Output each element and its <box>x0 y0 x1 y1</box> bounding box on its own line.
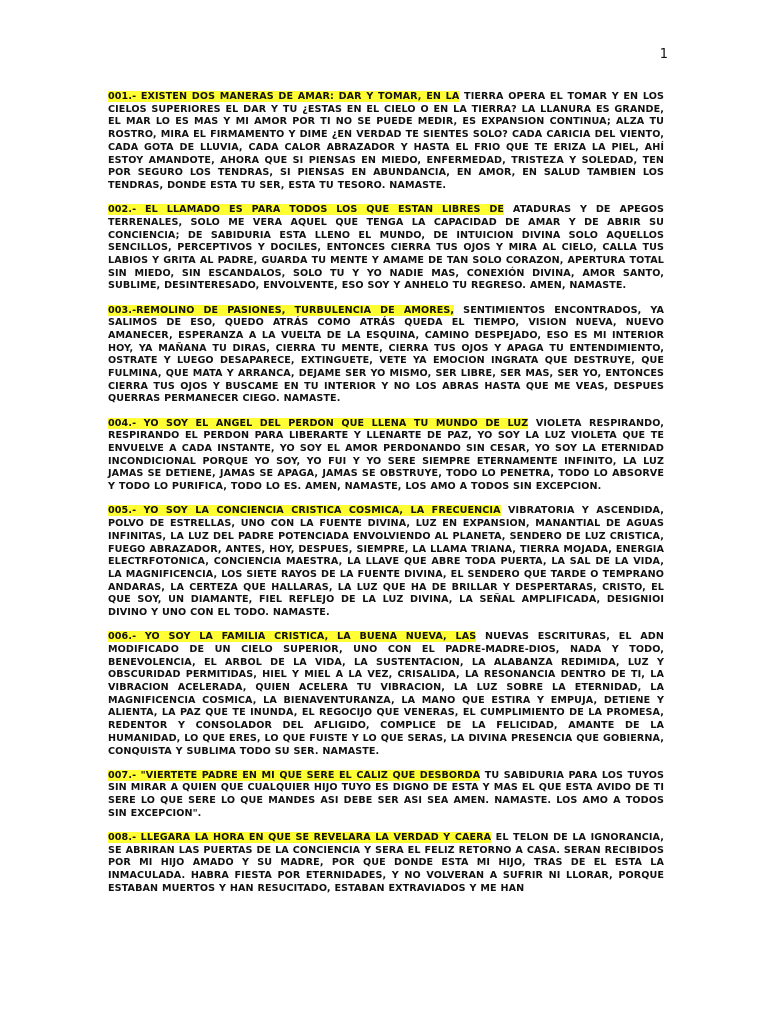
highlighted-heading: 006.- YO SOY LA FAMILIA CRISTICA, LA BUENA NUEVA, LAS <box>108 631 477 643</box>
paragraph-text: NUEVAS ESCRITURAS, EL ADN MODIFICADO DE UN CIELO SUPERIOR, UNO CON EL PADRE-MADRE-DIOS, NADA Y TODO, BENEVOLENCIA, EL ARBOL DE LA VIDA, LA SUSTENTACION, LA ALABANZA REDIMIDA, LUZ Y OBSCURIDAD PERMITIDAS, HIEL Y MIEL A LA VEZ, CRISALIDA, LA RESONANCIA DENTRO DE TI, LA VIBRACION ACELERADA, QUIEN ACELERA TU VIBRACION, LA LUZ SOBRE LA ETERNIDAD, LA MAGNIFICENCIA COSMICA, LA BIENAVENTURANZA, LA MANO QUE ESTIRA Y EMPUJA, DETIENE Y ALIENTA, LA PAZ QUE TE INUNDA, EL REGOCIJO QUE VENERAS, EL CUMPLIMIENTO DE LA PROMESA, REDENTOR Y CONSOLADOR DEL AFLIGIDO, COMPLICE DE LA FELICIDAD, AMANTE DE LA HUMANIDAD, LO QUE ERES, LO QUE FUISTE Y LO QUE SERAS, LA DIVINA PRESENCIA QUE GOBIERNA, CONQUISTA Y SUBLIMA TODO SU SER. NAMASTE. <box>108 631 664 757</box>
paragraph-text: TIERRA OPERA EL TOMAR Y EN LOS CIELOS SUPERIORES EL DAR Y TU ¿ESTAS EN EL CIELO O EN LA TIERRA? LA LLANURA ES GRANDE, EL MAR LO ES MAS Y MI AMOR POR TI NO SE PUEDE MEDIR, ES EXPANSION CONTINUA; ALZA TU ROSTRO, MIRA EL FIRMAMENTO Y DIME ¿EN VERDAD TE SIENTES SOLO? CADA CARICIA DEL VIENTO, CADA GOTA DE LLUVIA, CADA CALOR ABRAZADOR Y HASTA EL FRIO QUE TE ERIZA LA PIEL, AHÍ ESTOY AMANDOTE, AHORA QUE SI PIENSAS EN MIEDO, ENFERMEDAD, TRISTEZA Y SOLEDAD, TEN POR SEGURO LOS TENDRAS, SI PIENSAS EN ABUNDANCIA, EN AMOR, EN SALUD TAMBIEN LOS TENDRAS, DONDE ESTA TU SER, ESTA TU TESORO. NAMASTE. <box>108 91 664 191</box>
paragraph-text: VIBRATORIA Y ASCENDIDA, POLVO DE ESTRELLAS, UNO CON LA FUENTE DIVINA, LUZ EN EXPANSION, MANANTIAL DE AGUAS INFINITAS, LA LUZ DEL PADRE POTENCIADA ENVOLVIENDO AL PLANETA, SENDERO DE LUZ CRISTICA, FUEGO ABRAZADOR, ANTES, HOY, DESPUES, SIEMPRE, LA LLAMA TRIANA, TIERRA MOJADA, ENERGIA ELECTRFOTONICA, CONCIENCIA MAESTRA, LA LLAVE QUE ABRE TODA PUERTA, LA SAL DE LA VIDA, LA MAGNIFICENCIA, LOS SIETE RAYOS DE LA FUENTE DIVINA, EL SENDERO QUE TARDE O TEMPRANO ANDARAS, LA CERTEZA QUE HALLARAS, LA LUZ QUE HA DE BRILLAR Y DESPERTARAS, CRISTO, EL QUE SOY, UN DIAMANTE, FIEL REFLEJO DE LA LUZ DIVINA, LA SEÑAL AMPLIFICADA, DESIGNIOI DIVINO Y UNO CON EL TODO. NAMASTE. <box>108 505 664 619</box>
highlighted-heading: 008.- LLEGARA LA HORA EN QUE SE REVELARA LA VERDAD Y CAERA <box>108 832 492 844</box>
paragraph-text: EL TELON DE LA IGNORANCIA, SE ABRIRAN LAS PUERTAS DE LA CONCIENCIA Y SERA EL FELIZ RETORNO A CASA. SERAN RECIBIDOS POR MI HIJO AMADO Y SU MADRE, POR QUE DONDE ESTA MI HIJO, TRAS DE EL ESTA LA INMACULADA. HABRA FIESTA POR ETERNIDADES, Y NO VOLVERAN A SUFRIR NI LLORAR, PORQUE ESTABAN MUERTOS Y HAN RESUCITADO, ESTABAN EXTRAVIADOS Y ME HAN <box>108 832 664 894</box>
paragraph-003 <box>108 305 664 407</box>
paragraph-text: ATADURAS Y DE APEGOS TERRENALES, SOLO ME VERA AQUEL QUE TENGA LA CAPACIDAD DE AMAR Y DE ABRIR SU CONCIENCIA; DE SABIDURIA ESTA LLENO EL MUNDO, DE INTUICION DIVINA SOLO AQUELLOS SENCILLOS, PERCEPTIVOS Y DOCILES, ENTONCES CIERRA TUS OJOS Y MIRA AL CIELO, CALLA TUS LABIOS Y GRITA AL PADRE, GUARDA TU MENTE Y AMAME DE TAN SOLO CORAZON, APERTURA TOTAL SIN MIEDO, SIN ESCANDALOS, SOLO TU Y YO NADIE MAS, CONEXIÓN DIVINA, AMOR SANTO, SUBLIME, DESINTERESADO, ENVOLVENTE, ESO SOY Y ANHELO TU REGRESO. AMEN, NAMASTE. <box>108 204 664 292</box>
paragraph-002 <box>108 204 664 293</box>
paragraph-001 <box>108 91 664 193</box>
highlighted-heading: 007.- "VIERTETE PADRE EN MI QUE SERE EL CALIZ QUE DESBORDA <box>108 769 481 781</box>
page-number: 1 <box>659 47 668 62</box>
paragraph-text: SENTIMIENTOS ENCONTRADOS, YA SALIMOS DE ESO, QUEDO ATRÁS COMO ATRÁS QUEDA EL TIEMPO, VISION NUEVA, NUEVO AMANECER, ESPERANZA A LA VUELTA DE LA ESQUINA, CAMINO DESPEJADO, ESO ES MI INTERIOR HOY, YA MAÑANA TU DIRAS, CIERRA TU MENTE, CIERRA TUS OJOS Y APAGA TU ENTENDIMIENTO, OSTRATE Y LUEGO DESAPARECE, EXTINGUETE, VETE YA EMOCION INGRATA QUE DESTRUYE, QUE FULMINA, QUE MATA Y ARRANCA, DEJAME SER YO MISMO, SER LIBRE, SER MAS, SER YO, ENTONCES CIERRA TUS OJOS Y BUSCAME EN TU INTERIOR Y NO LOS ABRAS HASTA QUE ME VEAS, DESPUES QUERRAS PERMANECER CIEGO. NAMASTE. <box>108 304 665 405</box>
paragraph-007 <box>108 770 664 821</box>
highlighted-heading: 001.- EXISTEN DOS MANERAS DE AMAR: DAR Y TOMAR, EN LA <box>108 91 460 102</box>
document-body <box>108 91 664 907</box>
paragraph-text: VIOLETA RESPIRANDO, RESPIRANDO EL PERDON PARA LIBERARTE Y LLENARTE DE PAZ, YO SOY LA LUZ VIOLETA QUE TE ENVUELVE A CADA INSTANTE, YO SOY EL AMOR PERDONANDO SIN CESAR, YO SOY LA ETERNIDAD INCONDICIONAL PORQUE YO SOY, YO FUI Y YO SERE SIEMPRE ETERNAMENTE INFINITO, LA LUZ JAMAS SE DETIENE, JAMAS SE APAGA, JAMAS SE OBSTRUYE, TODO LO PENETRA, TODO LO ABSORVE Y TODO LO PURIFICA, TODO LO ES. AMEN, NAMASTE, LOS AMO A TODOS SIN EXCEPCION. <box>108 417 664 493</box>
paragraph-004 <box>108 418 664 494</box>
highlighted-heading: 003.-REMOLINO DE PASIONES, TURBULENCIA DE AMORES, <box>108 304 455 316</box>
highlighted-heading: 004.- YO SOY EL ANGEL DEL PERDON QUE LLENA TU MUNDO DE LUZ <box>108 417 529 429</box>
paragraph-005 <box>108 505 664 619</box>
paragraph-text: TU SABIDURIA PARA LOS TUYOS SIN MIRAR A QUIEN QUE CUALQUIER HIJO TUYO ES DIGNO DE ESTA Y MAS EL QUE ESTA AVIDO DE TI SERE LO QUE SERE LO QUE MANDES ASI DEBE SER ASI SEA AMEN. NAMASTE. LOS AMO A TODOS SIN EXCEPCION". <box>108 769 664 819</box>
paragraph-008 <box>108 832 664 896</box>
highlighted-heading: 005.- YO SOY LA CONCIENCIA CRISTICA COSMICA, LA FRECUENCIA <box>108 505 501 517</box>
highlighted-heading: 002.- EL LLAMADO ES PARA TODOS LOS QUE ESTAN LIBRES DE <box>108 204 505 216</box>
paragraph-006 <box>108 631 664 758</box>
